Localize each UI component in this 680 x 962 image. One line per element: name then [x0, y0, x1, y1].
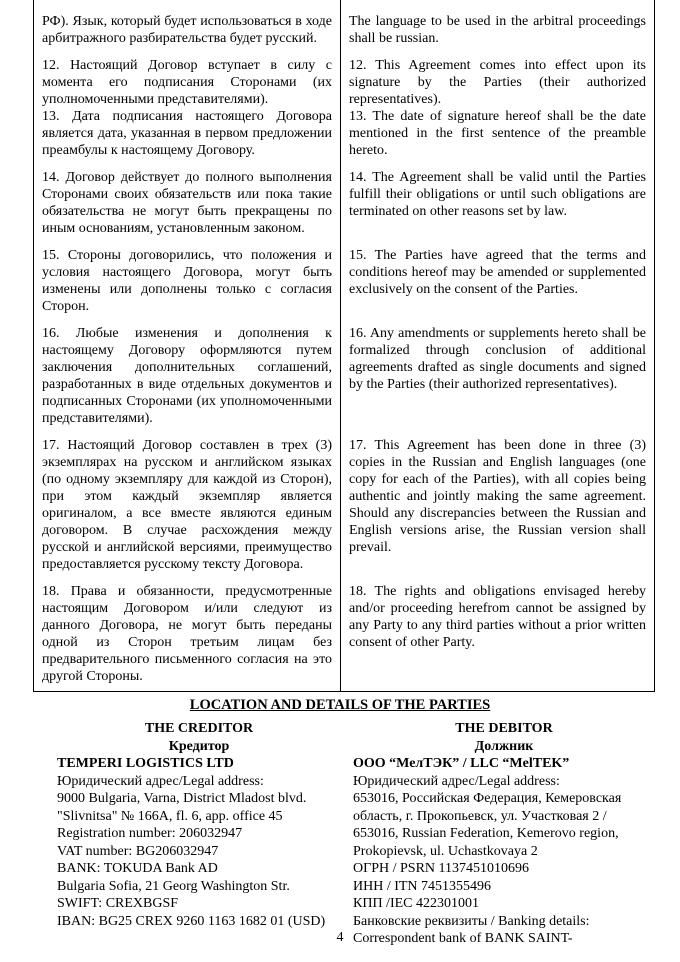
clause-cell-en [341, 247, 655, 325]
creditor-title-en: THE CREDITOR [144, 721, 254, 736]
clause-paragraph-en: 14. The Agreement shall be valid until the Parties fulfill their obligations or until such obligations are terminated on other reasons set by law. [349, 170, 646, 219]
creditor-name: TEMPERI LOGISTICS LTD [57, 756, 234, 771]
debitor-detail-line: Юридический адрес/Legal address: [353, 773, 560, 789]
clause-paragraph-en: 17. This Agreement has been done in three (3) copies in the Russian and English languages (one copy for each of the Parties), with all copies being authentic and jointly making the same agreement. Should any discrepancies between the Russian and English versions arise, the Russian version shall prevail. [349, 438, 646, 555]
debitor-detail-line: Prokopievsk, ul. Uchastkovaya 2 [353, 843, 538, 859]
bilingual-clause-table [33, 0, 655, 692]
clause-paragraph-en: 15. The Parties have agreed that the terms and conditions hereof may be amended or supplemented exclusively on the consent of the Parties. [349, 248, 646, 297]
clause-paragraph-ru: РФ). Язык, который будет использоваться в ходе арбитражного разбирательства будет русский. [42, 14, 332, 46]
clause-row-15 [33, 247, 655, 325]
clause-row-17 [33, 437, 655, 583]
clause-paragraph-ru: 18. Права и обязанности, предусмотренные настоящим Договором и/или следуют из данного Договора, не могут быть переданы одной из Сторон третьим лицам без предварительного письменного согласия на это другой Стороны. [42, 584, 332, 684]
debitor-detail-line: ОГРН / PSRN 1137451010696 [353, 861, 529, 876]
clause-cell-en [341, 325, 655, 437]
clause-cell-ru [33, 247, 341, 325]
debitor-detail-line: область, г. Прокопьевск, ул. Участковая 2 / [353, 808, 607, 824]
debitor-name: ООО “МелТЭК” / LLC “MelTEK” [353, 756, 570, 771]
clause-cell-en [341, 583, 655, 691]
debitor-detail-line: Correspondent bank of BANK SAINT- [353, 931, 573, 946]
creditor-detail-line: Юридический адрес/Legal address: [57, 773, 264, 789]
clause-row-16 [33, 325, 655, 437]
debitor-detail-line: КПП /IEC 422301001 [353, 896, 479, 911]
clause-row-14 [33, 169, 655, 247]
debitor-title-ru: Должник [474, 738, 534, 754]
debitor-details [341, 720, 655, 948]
clause-paragraph-ru: 16. Любые изменения и дополнения к настоящему Договору оформляются путем заключения дополнительных соглашений, разработанных в виде отдельных документов и подписанных Сторонами (их уполномоченными представителями). [42, 326, 332, 426]
clause-paragraph-ru: 12. Настоящий Договор вступает в силу с момента его подписания Сторонами (их уполномоченными представителями). [42, 58, 332, 107]
debitor-detail-line: ИНН / ITN 7451355496 [353, 878, 492, 894]
clause-paragraph-en: 13. The date of signature hereof shall be the date mentioned in the first sentence of the preamble hereto. [349, 109, 646, 158]
clause-cell-ru [33, 325, 341, 437]
clause-row-11-continuation [33, 0, 655, 57]
clause-paragraph-ru: 13. Дата подписания настоящего Договора является дата, указанная в первом предложении преамбулы к настоящему Договору. [42, 109, 332, 158]
clause-paragraph-en: 18. The rights and obligations envisaged hereby and/or proceeding herefrom cannot be assigned by any Party to any third parties without a prior written consent of other Party. [349, 584, 646, 650]
creditor-detail-line: IBAN: BG25 CREX 9260 1163 1682 01 (USD) [57, 913, 326, 929]
clause-paragraph-en: The language to be used in the arbitral proceedings shall be russian. [349, 14, 646, 46]
clause-cell-ru [33, 0, 341, 57]
creditor-title-ru: Кредитор [168, 738, 230, 754]
creditor-detail-line: VAT number: BG206032947 [57, 843, 219, 859]
parties-details [33, 720, 655, 948]
creditor-detail-line: BANK: TOKUDA Bank AD [57, 861, 218, 876]
clause-paragraph-en: 12. This Agreement comes into effect upon its signature by the Parties (their authorized representatives). [349, 58, 646, 107]
clause-paragraph-ru: 17. Настоящий Договор составлен в трех (3) экземплярах на русском и английском языках (по одному экземпляру для каждой из Сторон), при этом каждый экземпляр является оригиналом, а все вместе являются единым договором. В случае расхождения между русской и английской версиями, преимущество предоставляется русскому тексту Договора. [42, 438, 332, 572]
creditor-detail-line: 9000 Bulgaria, Varna, District Mladost blvd. [57, 791, 307, 806]
clause-row-18 [33, 583, 655, 691]
clause-cell-en [341, 169, 655, 247]
debitor-detail-line: Банковские реквизиты / Banking details: [353, 913, 590, 929]
clause-cell-ru [33, 57, 341, 169]
creditor-detail-line: SWIFT: CREXBGSF [57, 896, 179, 911]
clause-cell-ru [33, 583, 341, 691]
clause-paragraph-ru: 15. Стороны договорились, что положения и условия настоящего Договора, могут быть изменены или дополнены только с согласия Сторон. [42, 248, 332, 314]
clause-cell-ru [33, 169, 341, 247]
clause-row-12-13 [33, 57, 655, 169]
clause-cell-en [341, 57, 655, 169]
creditor-details [33, 720, 341, 948]
debitor-title-en: THE DEBITOR [455, 721, 553, 736]
clause-cell-en [341, 0, 655, 57]
debitor-detail-line: 653016, Russian Federation, Kemerovo region, [353, 826, 619, 841]
page-number: 4 [336, 930, 344, 945]
creditor-detail-line: "Slivnitsa" № 166A, fl. 6, app. office 45 [57, 808, 283, 824]
clause-paragraph-ru: 14. Договор действует до полного выполнения Сторонами своих обязательств или пока такие обязательства не могут быть прекращены по иным основаниям, установленным законом. [42, 170, 332, 236]
section-heading: LOCATION AND DETAILS OF THE PARTIES [189, 697, 491, 713]
clause-cell-en [341, 437, 655, 583]
creditor-detail-line: Bulgaria Sofia, 21 Georg Washington Str. [57, 878, 290, 894]
creditor-detail-line: Registration number: 206032947 [57, 826, 243, 841]
clause-paragraph-en: 16. Any amendments or supplements hereto shall be formalized through conclusion of additional agreements drafted as single documents and signed by the Parties (their authorized representatives). [349, 326, 646, 392]
debitor-detail-line: 653016, Российская Федерация, Кемеровская [353, 791, 622, 806]
clause-cell-ru [33, 437, 341, 583]
